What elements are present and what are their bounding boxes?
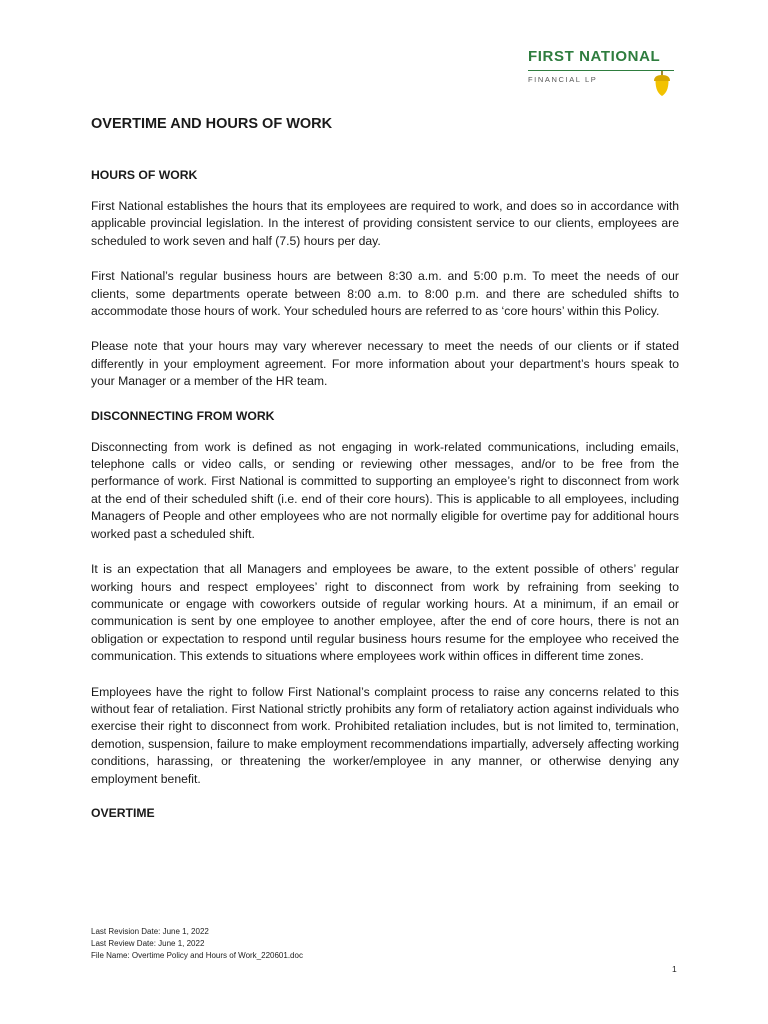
document-body xyxy=(91,116,679,836)
paragraph: First National establishes the hours that its employees are required to work, and does so in accordance with applicable provincial legislation. In the interest of providing consistent service to our clients, employees are scheduled to work seven and half (7.5) hours per day. xyxy=(91,199,679,248)
logo-subtitle: FINANCIAL LP xyxy=(528,75,598,84)
section-heading: OVERTIME xyxy=(91,805,155,820)
footer-file-name: File Name: Overtime Policy and Hours of Work_220601.doc xyxy=(91,951,303,960)
section-heading: HOURS OF WORK xyxy=(91,168,198,182)
section-heading: DISCONNECTING FROM WORK xyxy=(91,408,275,423)
paragraph: Please note that your hours may vary wherever necessary to meet the needs of our clients or if stated differently in your employment agreement. For more information about your department’s hours speak to your Manager or a member of the HR team. xyxy=(91,339,679,389)
logo-name: FIRST NATIONAL xyxy=(528,48,661,65)
page-number: 1 xyxy=(672,964,677,974)
acorn-icon xyxy=(652,70,672,98)
paragraph: Disconnecting from work is defined as not engaging in work-related communications, including emails, telephone calls or video calls, or sending or reviewing other messages, and/or to be free from the performance of work. First National is committed to supporting an employee’s right to disconnect from work at the end of their scheduled shift (i.e. end of their core hours). This is applicable to all employees, including Managers of People and other employees who are not normally eligible for overtime pay for additional hours worked past a scheduled shift. xyxy=(91,439,679,541)
document-title: OVERTIME AND HOURS OF WORK xyxy=(91,116,333,132)
document-footer xyxy=(91,926,303,962)
company-logo xyxy=(528,48,678,98)
paragraph: It is an expectation that all Managers and employees be aware, to the extent possible of others’ regular working hours and respect employees’ right to disconnect from work by refraining from seeking to communicate or engage with coworkers outside of regular working hours. At a minimum, if an email or communication is sent by one employee to another employee, after the end of core hours, there is not an obligation or expectation to respond until regular business hours resume for the employee who received the communication. This extends to situations where employees work within offices in different time zones. xyxy=(91,562,679,664)
footer-review-date: Last Review Date: June 1, 2022 xyxy=(91,939,205,948)
footer-revision-date: Last Revision Date: June 1, 2022 xyxy=(91,927,209,936)
paragraph: First National’s regular business hours are between 8:30 a.m. and 5:00 p.m. To meet the needs of our clients, some departments operate between 8:00 a.m. to 8:00 p.m. and there are scheduled shifts to accommodate those hours of work. Your scheduled hours are referred to as ‘core hours’ within this Policy. xyxy=(91,269,679,319)
paragraph: Employees have the right to follow First National’s complaint process to raise any concerns related to this without fear of retaliation. First National strictly prohibits any form of retaliatory action against individuals who exercise their right to disconnect from work. Prohibited retaliation includes, but is not limited to, termination, demotion, suspension, failure to make employment recommendations impartially, adversely affecting working conditions, harassing, or threatening the worker/employee in any manner, or otherwise denying any employment benefit. xyxy=(91,684,679,786)
